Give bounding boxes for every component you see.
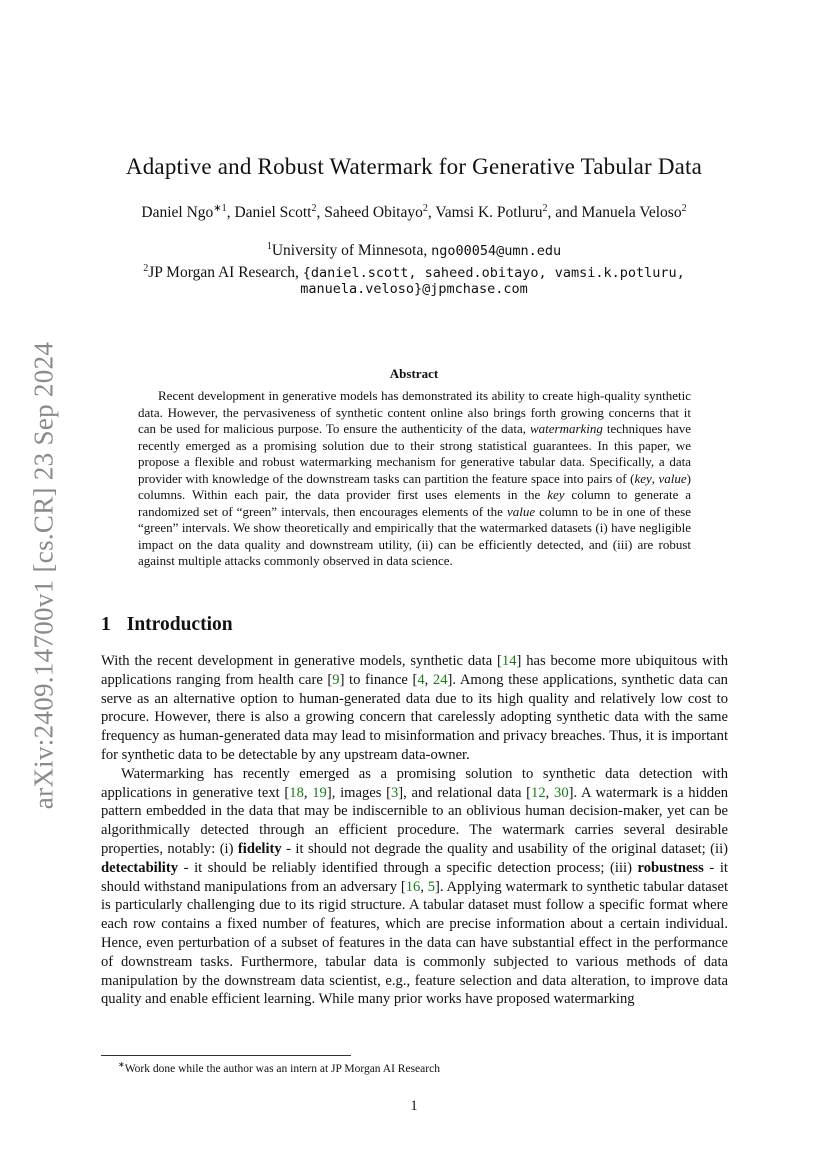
body-text-run: , bbox=[545, 784, 555, 801]
abstract-em-key-2: key bbox=[547, 487, 565, 502]
body-text-run: - it should not degrade the quality and usability of the original dataset; (ii) bbox=[281, 840, 728, 857]
author-name: Saheed Obitayo bbox=[324, 204, 423, 222]
citation-link[interactable]: 18 bbox=[289, 784, 304, 801]
abstract-em-watermarking: watermarking bbox=[529, 421, 603, 436]
author-list bbox=[0, 203, 828, 222]
intro-paragraph-2 bbox=[101, 765, 728, 1009]
section-heading bbox=[101, 614, 233, 636]
citation-link[interactable]: 3 bbox=[391, 784, 399, 801]
author-affiliation-mark: ∗1 bbox=[213, 203, 227, 214]
body-text-run: ]. Applying watermark to synthetic tabular dataset is particularly challenging due to its rigid structure. A tabular dataset must follow a specific format where each row contains a fixed number of features, which are precise information about a certain individual. Hence, even perturbation of a subset of features in the data can have substantial effect in the performance of downstream tasks. Furthermore, tabular data is commonly subjected to various methods of data manipulation by the downstream data scientist, e.g., feature selection and data alteration, to improve data quality and enable efficient learning. While many prior works have proposed watermarking bbox=[101, 878, 728, 1008]
body-text-run: ]. A watermark is a hidden pattern embedded in the data that may be indiscernible to an oblivious human decision-maker, yet can be algorithmically detected through an efficient procedure. The watermark carries several desirable properties, notably: (i) bbox=[101, 784, 728, 857]
affiliation-1-text: University of Minnesota, bbox=[271, 242, 432, 260]
author-affiliation-mark: 2 bbox=[542, 203, 548, 214]
bold-term: detectability bbox=[101, 859, 179, 876]
author-affiliation-mark: 2 bbox=[311, 203, 317, 214]
author-name: Vamsi K. Potluru bbox=[435, 204, 543, 222]
body-text-run: With the recent development in generative models, synthetic data [ bbox=[101, 653, 502, 669]
citation-link[interactable]: 4 bbox=[417, 671, 425, 688]
author-separator: , and bbox=[547, 204, 582, 222]
author-separator: , bbox=[316, 204, 325, 222]
body-text-run: , bbox=[303, 784, 313, 801]
affiliation-1-mark: 1 bbox=[266, 241, 272, 252]
body-text-run: , bbox=[424, 671, 433, 688]
abstract-text-3: ) columns. Within each pair, the data provider first uses elements in the bbox=[138, 470, 692, 502]
footnote-divider bbox=[101, 1055, 351, 1056]
body-text-run: - it should be reliably identified through a specific detection process; (iii) bbox=[178, 859, 638, 876]
affiliation-2-cont bbox=[0, 278, 828, 300]
affiliation-1-email[interactable]: ngo00054@umn.edu bbox=[431, 243, 562, 260]
abstract-text-4: column to generate a randomized set of “green” intervals, then encourages elements of the bbox=[138, 487, 691, 519]
author-name: Daniel Ngo bbox=[141, 204, 214, 222]
abstract-em-key: key bbox=[634, 470, 652, 486]
body-text-run: - it should withstand manipulations from an adversary [ bbox=[101, 859, 728, 895]
paper-title: Adaptive and Robust Watermark for Generative Tabular Data bbox=[125, 154, 703, 179]
citation-link[interactable]: 16 bbox=[405, 878, 421, 895]
footnote bbox=[118, 1060, 440, 1075]
abstract-heading: Abstract bbox=[389, 366, 439, 381]
abstract-text-2: techniques have recently emerged as a promising solution due to their strong statistical guarantees. In this paper, we propose a flexible and robust watermarking mechanism for generative tabular data. Specifically, a data provider with knowledge of the downstream tasks can partition the feature space into pairs of ( bbox=[138, 421, 691, 486]
body-text-run: ] to finance [ bbox=[339, 671, 418, 688]
introduction-body bbox=[101, 652, 728, 1009]
author-affiliation-mark: 2 bbox=[681, 203, 687, 214]
abstract-em-value-2: value bbox=[506, 503, 536, 519]
arxiv-identifier: arXiv:2409.14700v1 [cs.CR] 23 Sep 2024 bbox=[28, 341, 59, 810]
citation-link[interactable]: 30 bbox=[554, 784, 569, 801]
page-number: 1 bbox=[410, 1098, 418, 1114]
intro-paragraph-1 bbox=[101, 652, 728, 765]
body-text-run: Watermarking has recently emerged as a promising solution to synthetic data detection with applications in generative text [ bbox=[101, 765, 728, 801]
abstract-em-value: value bbox=[658, 470, 687, 486]
citation-link[interactable]: 24 bbox=[432, 671, 448, 688]
abstract-body bbox=[138, 388, 691, 570]
affiliation-2-emails-line2[interactable]: manuela.veloso}@jpmchase.com bbox=[300, 281, 528, 297]
author-name: Manuela Veloso bbox=[581, 204, 682, 222]
citation-link[interactable]: 14 bbox=[501, 653, 517, 669]
bold-term: robustness bbox=[637, 859, 704, 876]
author-separator: , bbox=[226, 204, 235, 222]
abstract-text-1: Recent development in generative models has demonstrated its ability to create high-quality synthetic data. However, the pervasiveness of synthetic content online also brings forth growing concerns that it can be used for malicious purpose. To ensure the authenticity of the data, bbox=[138, 388, 691, 436]
abstract-comma: , bbox=[651, 470, 659, 486]
section-title: Introduction bbox=[126, 614, 233, 635]
citation-link[interactable]: 9 bbox=[332, 671, 340, 688]
citation-link[interactable]: 12 bbox=[531, 784, 546, 801]
bold-term: fidelity bbox=[237, 840, 282, 857]
affiliation-2-text: JP Morgan AI Research, bbox=[148, 264, 303, 282]
author-affiliation-mark: 2 bbox=[422, 203, 428, 214]
body-text-run: ]. Among these applications, synthetic data can serve as an alternative option to human-generated data due to its high quality and relatively low cost to procure. However, there is also a growing concern that carelessly adopting synthetic data with the same frequency as human-generated data may lead to misinformation and privacy breaches. Thus, it is important for synthetic data to be detectable by any upstream data-owner. bbox=[101, 671, 728, 763]
author-name: Daniel Scott bbox=[234, 204, 312, 222]
affiliation-2-emails-line1[interactable]: {daniel.scott, saheed.obitayo, vamsi.k.potluru, bbox=[302, 265, 685, 282]
body-text-run: ] has become more ubiquitous with applications ranging from health care [ bbox=[101, 653, 728, 688]
citation-link[interactable]: 19 bbox=[312, 784, 327, 801]
footnote-mark: ∗ bbox=[118, 1060, 125, 1069]
citation-link[interactable]: 5 bbox=[427, 878, 436, 895]
body-text-run: ], and relational data [ bbox=[398, 784, 532, 801]
body-text-run: , bbox=[420, 878, 428, 895]
footnote-text: Work done while the author was an intern at JP Morgan AI Research bbox=[124, 1062, 440, 1075]
body-text-run: ], images [ bbox=[326, 784, 391, 801]
section-number: 1 bbox=[101, 614, 111, 635]
abstract-text-5: column to be in one of these “green” intervals. We show theoretically and empirically that the watermarked datasets (i) have negligible impact on the data quality and downstream utility, (ii) can be efficiently detected, and (iii) are robust against multiple attacks commonly observed in data science. bbox=[138, 503, 691, 568]
affiliation-2-mark: 2 bbox=[143, 263, 149, 274]
author-separator: , bbox=[427, 204, 436, 222]
